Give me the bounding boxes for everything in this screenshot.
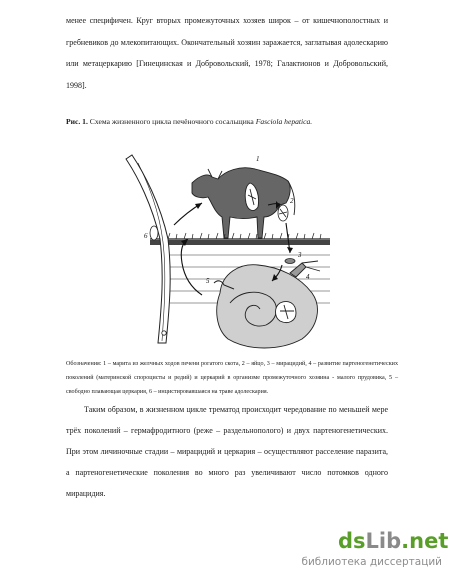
figure-species: Fasciola hepatica. [255, 117, 313, 126]
grass-strip [150, 233, 330, 245]
body-paragraph-top: менее специфичен. Круг вторых промежуточных хозяев широк – от кишечнополостных и гребневиков до млекопитающих. Окончательный хозяин заражается, заглатывая адолескарию или метацеркарию [Гинецинская и Добровольский, 1978; Галактионов и Добровольский, 1998]. [66, 16, 388, 90]
marker-5: 5 [206, 277, 210, 285]
snail-drawing [217, 261, 320, 348]
liver-band [126, 155, 170, 343]
body-paragraph-bottom: Таким образом, в жизненном цикле трематод происходит чередование по меньшей мере трёх поколений – гермафродитного (реже – раздельнополого) и двух партеногенетических. При этом личиночные стадии – мирацидий и церкария – осуществляют расселение паразита, а партеногенетические поколения во много раз увеличивают число потомков одного мирацидия. [66, 405, 388, 498]
dslib-watermark[interactable] [301, 524, 449, 572]
cow-drawing [192, 168, 295, 238]
marker-3: 3 [298, 251, 302, 259]
figure-caption-text: Схема жизненного цикла печёночного сосальщика [87, 117, 256, 126]
figure-label: Рис. 1. [66, 117, 88, 126]
marker-6: 6 [144, 232, 148, 240]
svg-text:dsLib.net: dsLib.net [338, 529, 449, 553]
life-cycle-illustration [130, 143, 340, 353]
watermark-tagline: библиотека диссертаций [301, 556, 442, 568]
marker-2: 2 [290, 197, 294, 205]
figure-notes: Обозначения: 1 – марита из желчных ходов печени рогатого скота, 2 – яйцо, 3 – мирацидий, 4 – развитие партеногенетических поколений (материнской спороцисты и редий) и церкарий в организме промежуточного хозяина - малого прудовика, 5 – свободно плавающая церкария, 6 – инцистировавшаяся на траве адолескария. [66, 361, 398, 395]
figure-caption [66, 116, 396, 128]
marker-1: 1 [256, 155, 260, 163]
marker-4: 4 [306, 273, 310, 281]
dslib-logo [338, 524, 449, 554]
